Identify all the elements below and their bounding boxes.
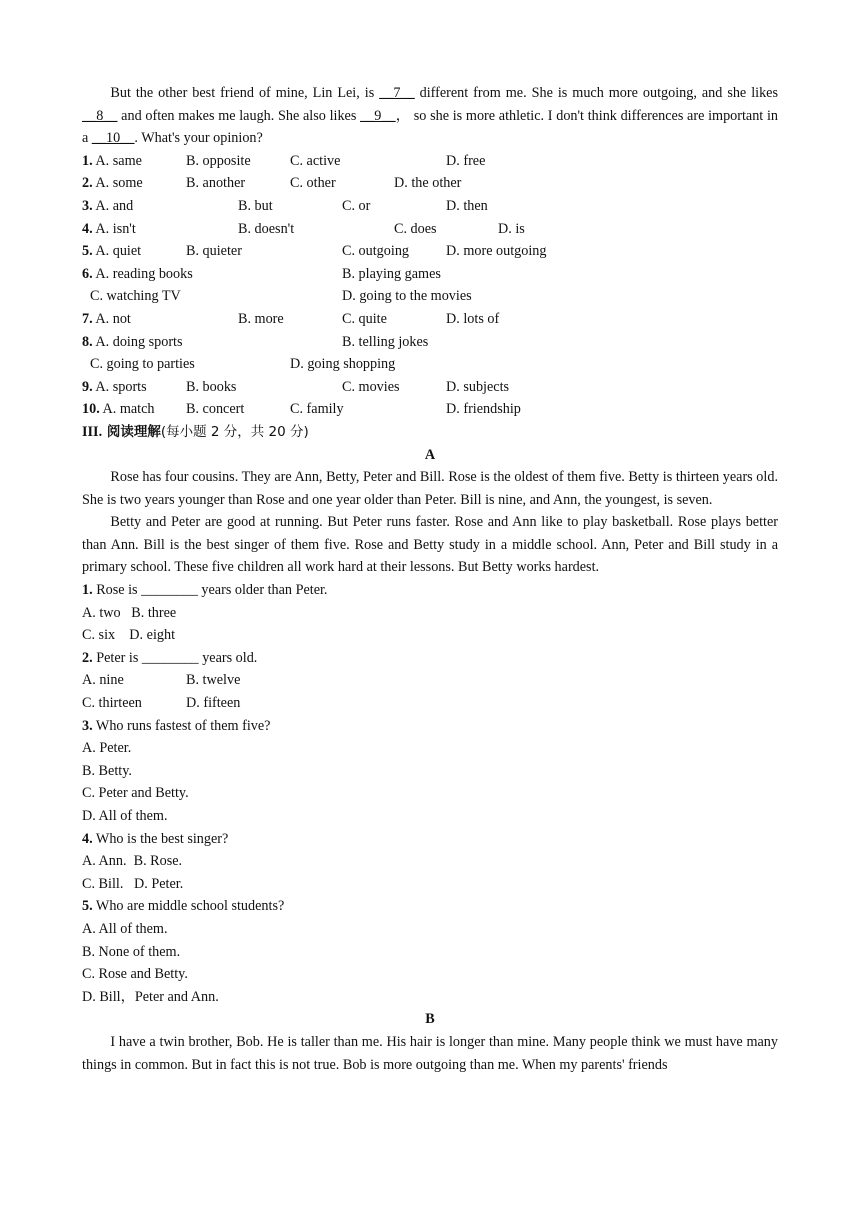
- option-b: B. another: [186, 175, 246, 192]
- cloze-question-8-cont: [82, 353, 778, 376]
- question-text: Who runs fastest of them five?: [92, 717, 271, 734]
- cloze-question-9: [82, 376, 778, 399]
- reading-question-1: [82, 579, 778, 602]
- passage-a-paragraph-1: Rose has four cousins. They are Ann, Betty, Peter and Bill. Rose is the oldest of them five. Betty is thirteen years old. She is two years younger than Rose and one year older than Peter. Bill is nine, and Ann, the youngest, is seven.: [82, 469, 778, 508]
- option-a: A. same: [95, 152, 142, 169]
- option-c: C. active: [290, 152, 341, 169]
- cloze-question-1: [82, 150, 778, 173]
- passage-b-paragraph-1: I have a twin brother, Bob. He is taller than me. His hair is longer than mine. Many people think we must have many things in common. But in fact this is not true. Bob is more outgoing than me. When my parents' friends: [82, 1033, 778, 1073]
- option-b: B. opposite: [186, 152, 251, 169]
- option-b: B. twelve: [186, 672, 241, 689]
- cloze-question-4: [82, 218, 778, 241]
- cloze-question-6: [82, 263, 778, 286]
- question-number: 5.: [82, 243, 93, 260]
- options-line: C. six D. eight: [82, 627, 176, 644]
- option-c: C. outgoing: [342, 243, 410, 260]
- option-a: A. nine: [82, 672, 124, 689]
- options-line: A. two B. three: [82, 604, 177, 621]
- option-d: D. the other: [394, 175, 462, 192]
- option-a: A. and: [95, 197, 134, 214]
- option-d: D. free: [446, 152, 486, 169]
- question-number: 1.: [82, 152, 93, 169]
- option-a: A. some: [95, 175, 143, 192]
- option-c: C. going to parties: [90, 356, 195, 373]
- cloze-question-8: [82, 331, 778, 354]
- option-d: D. is: [498, 220, 525, 237]
- option-b: B. telling jokes: [342, 333, 429, 350]
- option-b: B. concert: [186, 401, 245, 418]
- option-d: D. Bill，Peter and Ann.: [82, 988, 219, 1005]
- question-text: Who is the best singer?: [92, 830, 229, 847]
- option-d: D. going to the movies: [342, 288, 472, 305]
- options-line: [82, 692, 778, 715]
- cloze-question-7: [82, 308, 778, 331]
- section-note: (每小题 2 分，共 20 分): [160, 423, 309, 440]
- option-a: A. isn't: [95, 220, 136, 237]
- option-b: B. quieter: [186, 243, 242, 260]
- question-number: 4.: [82, 830, 93, 847]
- option-d: D. friendship: [446, 401, 521, 418]
- option-c: C. other: [290, 175, 336, 192]
- option-a: A. not: [95, 310, 131, 327]
- section-number: III.: [82, 423, 103, 440]
- option-b: B. playing games: [342, 265, 441, 282]
- option-d: D. fifteen: [186, 695, 241, 712]
- worksheet-page: [82, 82, 778, 1076]
- option-d: D. more outgoing: [446, 243, 547, 260]
- option-c: C. does: [394, 220, 437, 237]
- option-a: A. reading books: [95, 265, 193, 282]
- reading-question-5: [82, 895, 778, 918]
- cloze-question-3: [82, 195, 778, 218]
- question-number: 7.: [82, 310, 93, 327]
- question-number: 3.: [82, 717, 93, 734]
- cloze-text: But the other best friend of mine, Lin Lei, is: [110, 85, 380, 101]
- cloze-text: . What's your opinion?: [134, 130, 263, 147]
- section-heading: [82, 421, 778, 444]
- question-number: 2.: [82, 649, 93, 666]
- option-c: C. Rose and Betty.: [82, 966, 188, 983]
- question-number: 4.: [82, 220, 93, 237]
- question-text: Who are middle school students?: [92, 898, 285, 915]
- question-number: 5.: [82, 898, 93, 915]
- cloze-question-10: [82, 398, 778, 421]
- option-c: C. thirteen: [82, 695, 142, 712]
- question-number: 10.: [82, 401, 100, 418]
- option-b: B. more: [238, 310, 284, 327]
- option-b: B. None of them.: [82, 943, 181, 960]
- option-d: D. All of them.: [82, 808, 168, 824]
- option-a: A. sports: [95, 378, 147, 395]
- options-line: C. Bill. D. Peter.: [82, 875, 184, 892]
- option-c: C. Peter and Betty.: [82, 785, 189, 802]
- blank-7: __7__: [379, 85, 415, 101]
- cloze-text: and often makes me laugh. She also likes: [117, 107, 361, 124]
- option-c: C. or: [342, 197, 371, 214]
- option-b: B. doesn't: [238, 220, 295, 237]
- reading-question-3: [82, 715, 778, 738]
- option-d: D. subjects: [446, 378, 510, 395]
- cloze-question-5: [82, 240, 778, 263]
- option-a: A. All of them.: [82, 920, 168, 937]
- option-a: A. Peter.: [82, 740, 132, 757]
- option-b: B. but: [238, 197, 273, 214]
- question-number: 2.: [82, 175, 93, 192]
- option-d: D. then: [446, 197, 488, 214]
- cloze-paragraph: [82, 82, 778, 150]
- options-line: [82, 669, 778, 692]
- question-number: 8.: [82, 333, 93, 350]
- question-number: 6.: [82, 265, 93, 282]
- option-c: C. movies: [342, 378, 400, 395]
- blank-8: __8__: [82, 107, 118, 124]
- option-a: A. doing sports: [95, 333, 183, 350]
- option-d: D. lots of: [446, 310, 500, 327]
- passage-b-label: B: [425, 1011, 435, 1028]
- blank-9: __9__: [360, 107, 396, 124]
- option-c: C. watching TV: [90, 288, 181, 305]
- option-a: A. quiet: [95, 243, 142, 260]
- passage-a-paragraph-2: Betty and Peter are good at running. But Peter runs faster. Rose and Ann like to play basketball. Rose plays better than Ann. Bill is the best singer of them five. Rose and Betty study in a middle school. Ann, Peter and Bill study in a primary school. These five children all work hard at their lessons. But Betty works hardest.: [82, 514, 778, 576]
- reading-question-2: [82, 647, 778, 670]
- cloze-question-2: [82, 172, 778, 195]
- question-text: Peter is ________ years old.: [92, 649, 258, 666]
- cloze-text: different from me. She is much more outgoing, and she likes: [414, 85, 779, 101]
- cloze-text: ， so she is more athletic. I don't think differences are important in a: [82, 107, 778, 147]
- option-c: C. family: [290, 401, 344, 418]
- question-number: 1.: [82, 582, 93, 599]
- option-c: C. quite: [342, 310, 387, 327]
- section-title: 阅读理解: [102, 423, 161, 440]
- question-number: 9.: [82, 378, 93, 395]
- option-b: B. Betty.: [82, 762, 132, 779]
- blank-10: __10__: [91, 130, 135, 147]
- question-number: 3.: [82, 197, 93, 214]
- options-line: A. Ann. B. Rose.: [82, 853, 183, 870]
- option-a: A. match: [102, 401, 155, 418]
- reading-question-4: [82, 828, 778, 851]
- option-d: D. going shopping: [290, 356, 396, 373]
- option-b: B. books: [186, 378, 237, 395]
- cloze-question-6-cont: [82, 285, 778, 308]
- passage-a-label: A: [424, 446, 436, 463]
- question-text: Rose is ________ years older than Peter.: [92, 582, 328, 599]
